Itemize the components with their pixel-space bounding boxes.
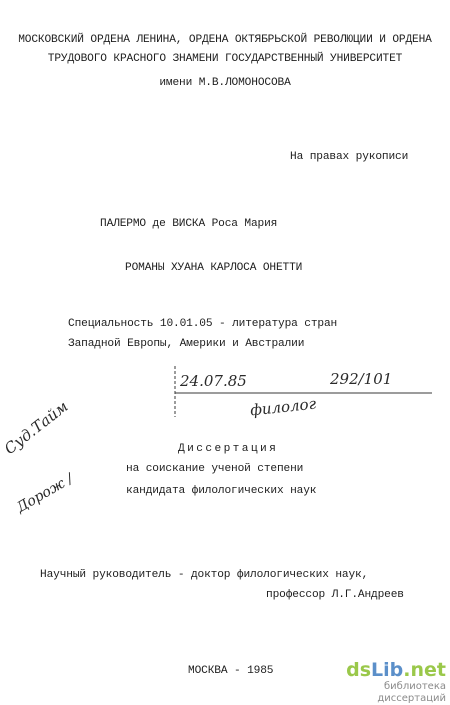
- supervisor-line-1: Научный руководитель - доктор филологических наук,: [40, 569, 369, 581]
- specialty-line-1: Специальность 10.01.05 - литература стран: [68, 318, 338, 330]
- footer-city-year: МОСКВА - 1985: [188, 665, 274, 677]
- header-line-1: МОСКОВСКИЙ ОРДЕНА ЛЕНИНА, ОРДЕНА ОКТЯБРЬСКОЙ РЕВОЛЮЦИИ И ОРДЕНА: [18, 34, 432, 46]
- supervisor-line-2: профессор Л.Г.Андреев: [266, 589, 404, 601]
- stamp-number: 292/101: [330, 370, 393, 388]
- margin-note-2: Дорож /: [14, 470, 76, 516]
- dissertation-line-2: на соискание ученой степени: [126, 463, 304, 475]
- stamp-department: филолог: [249, 394, 317, 420]
- dslib-watermark[interactable]: [334, 659, 446, 703]
- stamp-date: 24.07.85: [180, 372, 247, 390]
- specialty-line-2: Западной Европы, Америки и Австралии: [68, 338, 305, 350]
- rights-note: На правах рукописи: [290, 151, 409, 163]
- header-line-2: ТРУДОВОГО КРАСНОГО ЗНАМЕНИ ГОСУДАРСТВЕННЫЙ УНИВЕРСИТЕТ: [47, 53, 403, 65]
- dslib-subtitle: библиотека диссертаций: [377, 681, 446, 704]
- header-line-3: имени М.В.ЛОМОНОСОВА: [159, 77, 291, 89]
- dissertation-line-3: кандидата филологических наук: [126, 485, 317, 497]
- dissertation-title: РОМАНЫ ХУАНА КАРЛОСА ОНЕТТИ: [125, 262, 303, 274]
- author-name: ПАЛЕРМО де ВИСКА Роса Мария: [100, 218, 278, 230]
- dissertation-label: Диссертация: [178, 443, 279, 455]
- margin-note-1: Суд.Тайм: [0, 397, 72, 458]
- dslib-logo[interactable]: dsLib.net: [346, 659, 446, 681]
